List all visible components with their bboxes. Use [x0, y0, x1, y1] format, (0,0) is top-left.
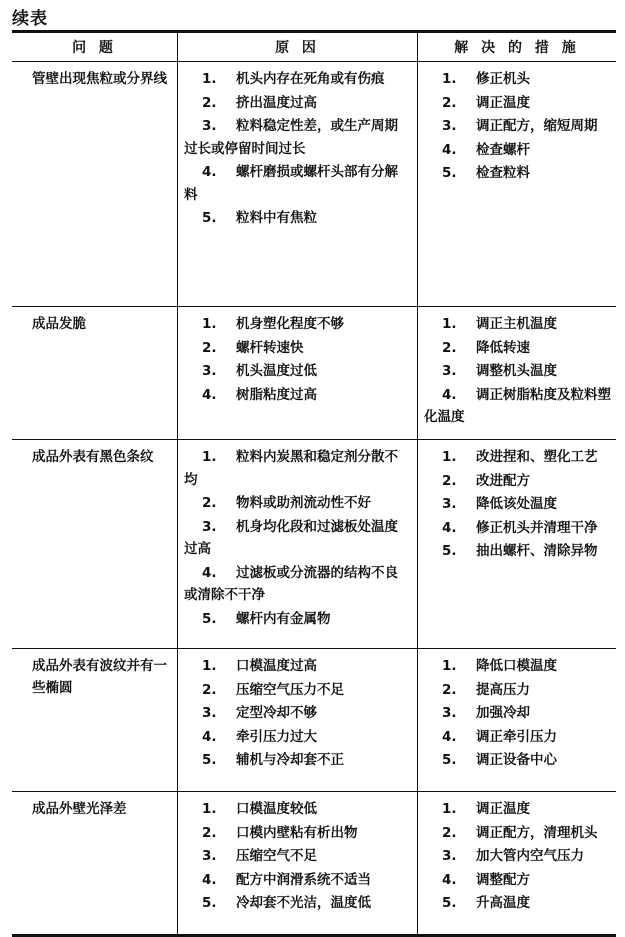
solution-item: 4. 调正牵引压力: [442, 728, 557, 745]
cause-cell: [177, 792, 417, 934]
solution-cell: [417, 62, 616, 306]
solution-item: 1. 修正机头: [442, 71, 530, 87]
table-row: [12, 440, 616, 649]
table-header-row: [12, 33, 616, 62]
cause-item: 5. 辅机与冷却套不正: [202, 752, 344, 768]
cause-item: 2. 物料或助剂流动性不好: [202, 495, 371, 511]
solution-item: 5. 升高温度: [442, 895, 530, 911]
solution-cell: [417, 649, 616, 791]
solution-item: 2. 调正配方，清理机头: [442, 824, 598, 841]
table-row: [12, 307, 616, 440]
solution-item: 3. 加大管内空气压力: [442, 848, 584, 864]
cause-item: 2. 螺杆转速快: [202, 339, 304, 356]
solution-item: 5. 调正设备中心: [442, 752, 557, 768]
solution-item: 3. 降低该处温度: [442, 496, 557, 512]
solution-item: 3. 加强冷却: [442, 705, 530, 721]
solution-item: 1. 调正温度: [442, 801, 530, 817]
cause-item: 1. 口模温度过高: [202, 658, 317, 674]
solution-item: 2. 调正温度: [442, 94, 530, 111]
solution-cell: [417, 307, 616, 439]
cause-item: 2. 口模内壁粘有析出物: [202, 824, 358, 841]
cause-item: 1. 机身塑化程度不够: [202, 316, 344, 332]
solution-item: 3. 调整机头温度: [442, 363, 557, 379]
problem-cell: 成品外表有波纹并有一些椭圆: [32, 658, 167, 696]
solution-item: 5. 抽出螺杆、清除异物: [442, 543, 598, 559]
solution-item: 5. 检查粒料: [442, 165, 530, 181]
cause-item: 3. 定型冷却不够: [202, 705, 317, 721]
table-row: [12, 62, 616, 307]
cause-item: 4. 树脂粘度过高: [202, 386, 317, 403]
cause-cell: [177, 62, 417, 306]
cause-cell: [177, 307, 417, 439]
cause-item: 5. 冷却套不光洁，温度低: [202, 895, 371, 911]
cause-item: 3. 粒料稳定性差，或生产周期过长或停留时间过长: [184, 118, 398, 157]
cause-item: 5. 粒料中有焦粒: [202, 210, 317, 226]
solution-item: 1. 降低口模温度: [442, 658, 557, 674]
solution-item: 4. 修正机头并清理干净: [442, 519, 598, 536]
cause-item: 1. 口模温度较低: [202, 801, 317, 817]
cause-item: 4. 配方中润滑系统不适当: [202, 871, 371, 888]
solution-cell: [417, 792, 616, 934]
header-cause: 原 因: [177, 33, 417, 61]
header-solution: 解 决 的 措 施: [417, 33, 616, 61]
cause-item: 5. 螺杆内有金属物: [202, 610, 331, 627]
solution-item: 4. 检查螺杆: [442, 141, 530, 158]
cause-item: 1. 机头内存在死角或有伤痕: [202, 71, 385, 87]
problem-cell: 成品发脆: [32, 316, 86, 332]
solution-item: 2. 降低转速: [442, 339, 530, 356]
troubleshooting-table: [12, 30, 616, 937]
solution-item: 2. 提高压力: [442, 681, 530, 698]
solution-item: 3. 调正配方，缩短周期: [442, 118, 598, 134]
cause-item: 4. 过滤板或分流器的结构不良或清除不干净: [184, 564, 398, 603]
solution-item: 1. 改进捏和、塑化工艺: [442, 449, 598, 465]
header-problem: 问 题: [72, 40, 117, 56]
cause-cell: [177, 440, 417, 648]
solution-item: 4. 调正树脂粘度及粒料塑化温度: [424, 386, 611, 425]
cause-item: 3. 机头温度过低: [202, 363, 317, 379]
problem-cell: 管壁出现焦粒或分界线: [32, 71, 167, 87]
solution-item: 2. 改进配方: [442, 472, 530, 489]
problem-cell: 成品外表有黑色条纹: [32, 449, 154, 465]
cause-item: 2. 挤出温度过高: [202, 94, 317, 111]
cause-item: 4. 螺杆磨损或螺杆头部有分解料: [184, 164, 398, 203]
table-row: [12, 792, 616, 934]
cause-item: 3. 机身均化段和过滤板处温度过高: [184, 518, 398, 557]
problem-cell: 成品外壁光泽差: [32, 801, 127, 817]
solution-cell: [417, 440, 616, 648]
cause-item: 1. 粒料内炭黑和稳定剂分散不均: [184, 449, 398, 488]
cause-cell: [177, 649, 417, 791]
table-row: [12, 649, 616, 792]
cause-item: 3. 压缩空气不足: [202, 848, 317, 864]
cause-item: 4. 牵引压力过大: [202, 728, 317, 745]
table-caption: 续表: [12, 9, 48, 29]
solution-item: 1. 调正主机温度: [442, 316, 557, 332]
solution-item: 4. 调整配方: [442, 871, 530, 888]
cause-item: 2. 压缩空气压力不足: [202, 681, 344, 698]
